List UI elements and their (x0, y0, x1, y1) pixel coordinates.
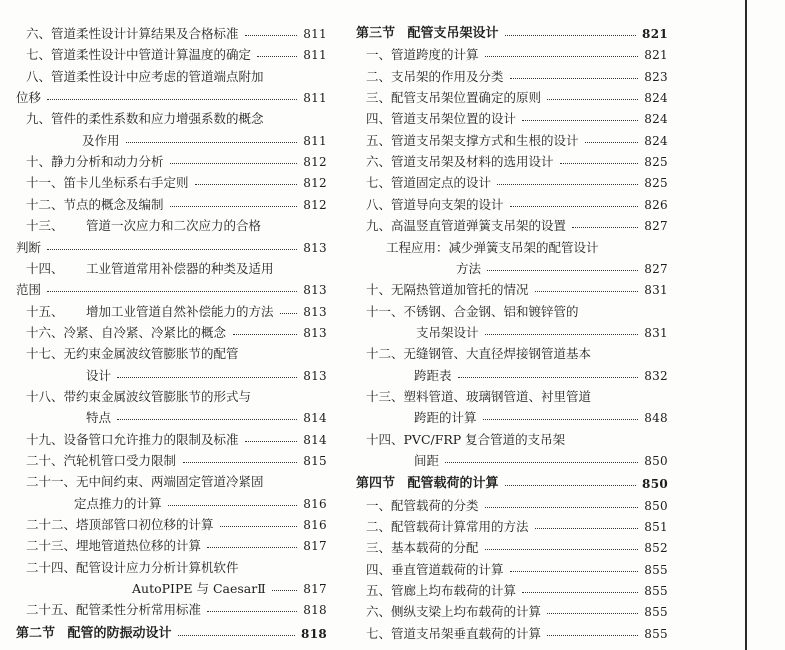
toc-dot-leader (183, 462, 297, 463)
toc-page-number: 811 (303, 133, 327, 148)
toc-entry-number: 八、 (26, 68, 52, 84)
toc-entry-title: 配管的防振动设计 (67, 625, 172, 641)
toc-page-number: 813 (303, 325, 327, 340)
toc-page-number: 832 (644, 368, 668, 383)
toc-page-number: 812 (303, 176, 327, 191)
toc-dot-leader (207, 611, 297, 612)
toc-entry-title: 设计 (86, 367, 112, 383)
toc-entry (356, 195, 668, 215)
toc-entry-title: 管道柔性设计计算结果及合格标准 (51, 26, 239, 41)
toc-dot-leader (547, 613, 638, 614)
toc-page-number: 811 (303, 48, 327, 63)
toc-entry-title: 带约束金属波纹管膨胀节的形式与 (63, 388, 252, 404)
toc-dot-leader (485, 507, 638, 508)
toc-entry-number: 七、 (366, 175, 392, 191)
toc-entry (16, 45, 327, 65)
toc-dot-leader (483, 419, 638, 420)
toc-page-number: 831 (644, 283, 668, 298)
toc-dot-leader (535, 291, 638, 292)
toc-entry-title: 静力分析和动力分析 (51, 154, 164, 170)
toc-page-number: 823 (644, 69, 668, 84)
toc-entry-number: 十三、 (366, 388, 404, 404)
toc-entry (16, 259, 327, 279)
toc-entry (356, 216, 668, 236)
toc-entry-number: 六、 (366, 604, 392, 620)
toc-entry (356, 387, 668, 407)
toc-entry (16, 173, 327, 193)
toc-page-number: 826 (644, 197, 668, 212)
toc-page-number: 813 (303, 368, 327, 383)
toc-page-number: 811 (303, 27, 327, 41)
toc-entry-number: 一、 (366, 47, 392, 63)
toc-entry-number: 三、 (366, 540, 392, 556)
toc-dot-leader (117, 419, 297, 420)
toc-page-number: 824 (644, 133, 668, 148)
toc-entry (356, 451, 668, 471)
toc-entry-title: 塔顶部管口初位移的计算 (76, 517, 214, 533)
toc-entry-title: 特点 (86, 410, 112, 426)
toc-entry-number: 六、 (366, 154, 392, 170)
toc-entry-title: 间距 (414, 453, 440, 468)
toc-entry (356, 238, 668, 258)
toc-entry (356, 109, 668, 129)
toc-dot-leader (485, 56, 638, 57)
toc-entry-title: 无隔热管道加管托的情况 (391, 282, 529, 298)
toc-dot-leader (505, 35, 636, 36)
toc-entry-number: 八、 (366, 196, 392, 212)
toc-entry (356, 88, 668, 108)
toc-entry-title: 管道导向支架的设计 (391, 196, 504, 212)
toc-entry-title: 工程应用：减少弹簧支吊架的配管设计 (386, 239, 599, 255)
toc-dot-leader (585, 142, 638, 143)
toc-dot-leader (47, 291, 297, 292)
toc-page-number: 815 (303, 454, 327, 468)
toc-entry (16, 430, 327, 450)
toc-entry-number: 五、 (366, 132, 392, 148)
toc-dot-leader (47, 249, 297, 250)
toc-entry (16, 152, 327, 172)
toc-entry (356, 366, 668, 386)
toc-entry (356, 560, 668, 580)
toc-entry-title: 配管载荷计算常用的方法 (391, 519, 529, 535)
toc-entry-number: 四、 (366, 111, 392, 127)
toc-entry-title: 无中间约束、两端固定管道冷紧固 (76, 474, 264, 490)
toc-dot-leader (257, 56, 297, 57)
toc-entry-title: 节点的概念及编制 (63, 196, 164, 212)
toc-entry (16, 472, 327, 492)
toc-page-number: 855 (644, 584, 668, 599)
toc-dot-leader (547, 635, 638, 636)
toc-page-number: 824 (644, 112, 668, 127)
toc-entry-title: 范围 (16, 282, 42, 298)
toc-page-number: 816 (303, 496, 327, 511)
toc-entry-title: PVC/FRP 复合管道的支吊架 (403, 431, 566, 447)
toc-entry (16, 88, 327, 108)
toc-entry (356, 624, 668, 644)
toc-entry (16, 451, 327, 471)
toc-entry-title: 埋地管道热位移的计算 (76, 538, 202, 554)
toc-entry-number: 九、 (26, 111, 52, 127)
toc-entry-number: 四、 (366, 561, 392, 577)
toc-entry (16, 109, 327, 129)
toc-entry (16, 24, 327, 44)
toc-entry-title: 配管载荷的分类 (391, 497, 479, 513)
toc-dot-leader (168, 505, 297, 506)
toc-entry-title: 侧纵支梁上均布载荷的计算 (391, 604, 542, 620)
toc-entry-title: 及作用 (82, 132, 120, 148)
toc-entry (16, 195, 327, 215)
toc-entry-number: 一、 (366, 497, 392, 513)
toc-page-number: 848 (644, 411, 668, 426)
toc-entry-title: 管道支吊架及材料的选用设计 (391, 154, 554, 170)
toc-entry-title: 工业管道常用补偿器的种类及适用 (86, 260, 274, 276)
toc-dot-leader (535, 528, 638, 529)
toc-entry-title: 汽轮机管口受力限制 (63, 453, 177, 468)
toc-page-number: 855 (644, 626, 668, 641)
toc-dot-leader (170, 206, 297, 207)
toc-entry-number: 十八、 (26, 388, 64, 404)
toc-dot-leader (505, 485, 636, 486)
toc-entry-title: 冷紧、自冷紧、冷紧比的概念 (63, 324, 227, 340)
toc-entry (356, 430, 668, 450)
toc-entry-number: 十三、 (26, 218, 64, 234)
toc-entry-title: 支吊架设计 (416, 324, 479, 340)
toc-entry-title: 垂直管道载荷的计算 (391, 561, 504, 577)
toc-dot-leader (207, 547, 297, 548)
toc-entry (16, 238, 327, 258)
toc-entry (16, 536, 327, 556)
toc-entry-number: 二十五、 (26, 602, 77, 618)
toc-page-number: 827 (644, 261, 668, 276)
toc-page-number: 850 (642, 477, 668, 492)
toc-dot-leader (170, 163, 297, 164)
toc-entry-title: 判断 (16, 239, 42, 255)
toc-entry (16, 579, 327, 599)
toc-entry-title: 配管支吊架位置确定的原则 (391, 90, 542, 106)
toc-entry-title: 无缝钢管、大直径焊接钢管道基本 (403, 346, 592, 362)
toc-entry-title: 管道柔性设计中应考虑的管道端点附加 (51, 68, 264, 84)
toc-page-number: 825 (644, 155, 668, 170)
toc-dot-leader (195, 184, 297, 185)
toc-dot-leader (117, 377, 297, 378)
toc-dot-leader (445, 462, 638, 463)
toc-page-number: 813 (303, 240, 327, 255)
toc-dot-leader (485, 549, 638, 550)
toc-dot-leader (245, 441, 297, 442)
toc-entry-number: 二十二、 (26, 517, 77, 533)
toc-page-number: 812 (303, 197, 327, 212)
toc-entry (356, 45, 668, 65)
toc-entry (356, 408, 668, 428)
toc-entry-title: 管道支吊架位置的设计 (391, 111, 517, 127)
toc-dot-leader (522, 120, 638, 121)
toc-entry (16, 515, 327, 535)
toc-entry (356, 152, 668, 172)
toc-page-number: 831 (644, 325, 668, 340)
toc-entry (356, 581, 668, 601)
toc-entry (356, 517, 668, 537)
toc-entry-number: 十五、 (26, 303, 64, 319)
toc-entry-number: 十七、 (26, 346, 64, 362)
toc-entry-number: 十一、 (366, 303, 404, 319)
toc-page-number: 852 (644, 541, 668, 556)
toc-entry (16, 280, 327, 300)
toc-entry (16, 344, 327, 364)
toc-entry-title: 跨距表 (414, 367, 452, 383)
toc-entry-title: AutoPIPE 与 CaesarⅡ (132, 581, 266, 597)
toc-entry (356, 538, 668, 558)
toc-entry-title: 管件的柔性系数和应力增强系数的概念 (51, 111, 264, 127)
toc-entry-title: 笛卡儿坐标系右手定则 (63, 175, 189, 191)
toc-dot-leader (458, 377, 638, 378)
toc-entry (356, 173, 668, 193)
toc-entry-title: 跨距的计算 (414, 410, 477, 426)
toc-entry (356, 280, 668, 300)
toc-entry-title: 不锈钢、合金钢、铝和镀锌管的 (403, 303, 579, 319)
toc-entry-title: 定点推力的计算 (74, 495, 162, 511)
toc-dot-leader (510, 571, 638, 572)
toc-section-heading (16, 624, 327, 644)
toc-entry (356, 602, 668, 622)
toc-dot-leader (245, 35, 297, 36)
toc-entry (16, 408, 327, 428)
toc-dot-leader (547, 99, 638, 100)
toc-dot-leader (510, 78, 638, 79)
toc-page-number: 825 (644, 176, 668, 191)
toc-dot-leader (522, 592, 638, 593)
toc-dot-leader (233, 334, 297, 335)
toc-page-number: 850 (644, 498, 668, 513)
toc-entry-title: 增加工业管道自然补偿能力的方法 (86, 303, 274, 319)
toc-entry-number: 七、 (366, 625, 392, 641)
toc-page-number: 818 (303, 603, 327, 618)
toc-page-number: 817 (303, 539, 327, 554)
toc-entry-title: 管道支吊架垂直载荷的计算 (391, 625, 542, 641)
toc-page-number: 827 (644, 219, 668, 234)
toc-entry-number: 十九、 (26, 431, 64, 447)
toc-entry-title: 配管设计应力分析计算机软件 (76, 559, 239, 575)
toc-entry-number: 二十、 (26, 453, 64, 468)
toc-page-number: 821 (642, 27, 668, 41)
toc-entry (16, 131, 327, 151)
toc-page-number: 818 (301, 626, 327, 641)
toc-entry (356, 302, 668, 322)
toc-entry-number: 第四节 (356, 476, 396, 492)
toc-entry-title: 管道固定点的设计 (391, 175, 492, 191)
toc-entry (16, 323, 327, 343)
toc-entry (16, 600, 327, 620)
toc-entry-number: 五、 (366, 583, 392, 599)
toc-entry-number: 九、 (366, 218, 392, 234)
toc-entry (356, 67, 668, 87)
toc-section-heading (356, 474, 668, 494)
toc-dot-leader (485, 334, 638, 335)
toc-page-number: 821 (644, 48, 668, 63)
toc-page-number: 816 (303, 518, 327, 533)
toc-page-number: 855 (644, 605, 668, 620)
toc-entry-title: 塑料管道、玻璃钢管道、衬里管道 (403, 388, 592, 404)
toc-entry-number: 十二、 (26, 196, 64, 212)
toc-dot-leader (497, 184, 638, 185)
toc-entry-number: 十二、 (366, 346, 404, 362)
toc-page-number: 812 (303, 155, 327, 170)
toc-page-number: 813 (303, 304, 327, 319)
toc-entry-title: 高温竖直管道弹簧支吊架的设置 (391, 218, 567, 234)
toc-entry-title: 基本载荷的分配 (391, 540, 479, 556)
toc-entry-title: 配管载荷的计算 (407, 476, 499, 492)
toc-dot-leader (178, 635, 295, 636)
toc-entry-number: 二、 (366, 519, 392, 535)
toc-entry (16, 216, 327, 236)
toc-entry-title: 管廊上均布载荷的计算 (391, 583, 517, 599)
toc-page-number: 851 (644, 520, 668, 535)
toc-entry (16, 302, 327, 322)
toc-entry-number: 二十三、 (26, 538, 77, 554)
toc-section-heading (356, 24, 668, 44)
toc-entry-title: 设备管口允许推力的限制及标准 (63, 431, 239, 447)
toc-entry-number: 十、 (366, 282, 392, 298)
toc-entry-number: 二、 (366, 68, 392, 84)
toc-entry-title: 管道一次应力和二次应力的合格 (86, 218, 262, 234)
toc-page-number: 814 (303, 411, 327, 426)
toc-entry (356, 131, 668, 151)
toc-page-number: 813 (303, 283, 327, 298)
toc-entry-number: 十六、 (26, 324, 64, 340)
toc-page-number: 811 (303, 91, 327, 106)
toc-entry-title: 方法 (456, 260, 482, 276)
toc-entry-title: 管道柔性设计中管道计算温度的确定 (51, 47, 252, 63)
toc-entry (356, 496, 668, 516)
toc-entry-title: 支吊架的作用及分类 (391, 68, 504, 84)
toc-entry-number: 三、 (366, 90, 392, 106)
toc-entry-title: 管道支吊架支撑方式和生根的设计 (391, 132, 579, 148)
toc-entry (16, 387, 327, 407)
toc-entry-number: 六、 (26, 26, 52, 41)
toc-entry-number: 七、 (26, 47, 52, 63)
toc-entry-number: 二十四、 (26, 559, 77, 575)
toc-page-number: 855 (644, 562, 668, 577)
toc-entry (356, 259, 668, 279)
toc-page-number: 824 (644, 91, 668, 106)
toc-entry-title: 配管支吊架设计 (407, 26, 499, 41)
toc-entry-number: 十一、 (26, 175, 64, 191)
toc-entry (16, 67, 327, 87)
toc-entry-number: 第三节 (356, 26, 396, 41)
toc-dot-leader (126, 142, 297, 143)
toc-dot-leader (560, 163, 638, 164)
toc-page-number: 817 (303, 582, 327, 597)
toc-dot-leader (220, 526, 297, 527)
toc-entry-number: 十四、 (366, 431, 404, 447)
toc-dot-leader (510, 206, 638, 207)
toc-entry-number: 二十一、 (26, 474, 77, 490)
toc-entry-number: 十、 (26, 154, 52, 170)
page-edge-line (745, 0, 747, 650)
toc-page-number: 850 (644, 454, 668, 468)
toc-entry (356, 323, 668, 343)
toc-page-number: 814 (303, 432, 327, 447)
toc-entry-title: 配管柔性分析常用标准 (76, 602, 202, 618)
toc-entry-title: 管道跨度的计算 (391, 47, 479, 63)
toc-dot-leader (487, 270, 638, 271)
toc-entry (16, 494, 327, 514)
toc-entry (16, 366, 327, 386)
toc-entry (356, 344, 668, 364)
toc-dot-leader (572, 227, 638, 228)
toc-entry-number: 第二节 (16, 625, 56, 641)
toc-dot-leader (280, 313, 297, 314)
toc-dot-leader (272, 590, 297, 591)
toc-entry-title: 无约束金属波纹管膨胀节的配管 (63, 346, 239, 362)
toc-entry (16, 558, 327, 578)
toc-dot-leader (47, 99, 297, 100)
toc-entry-number: 十四、 (26, 260, 64, 276)
toc-entry-title: 位移 (16, 90, 42, 106)
